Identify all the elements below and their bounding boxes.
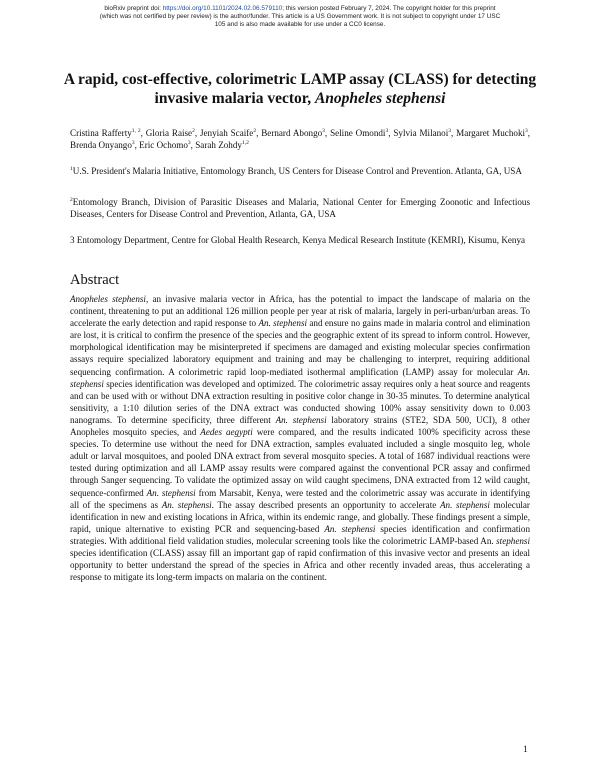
author: Sarah Zohdy$^{1,2}$ bbox=[195, 140, 249, 151]
paper-title bbox=[60, 70, 540, 108]
page-number: 1 bbox=[523, 745, 528, 755]
author: Gloria Raise$^2$ bbox=[145, 127, 195, 138]
author: Eric Ochomo$^3$ bbox=[139, 140, 191, 151]
preprint-line-1: bioRxiv preprint doi: https://doi.org/10.1101/2024.02.06.579110; this version posted February 7, 2024. The copyright holder for this preprint bbox=[104, 5, 496, 12]
preprint-notice bbox=[40, 5, 560, 29]
affiliation-3: 3 Entomology Department, Centre for Global Health Research, Kenya Medical Research Institute (KEMRI), Kisumu, Kenya bbox=[70, 235, 526, 245]
author: Cristina Rafferty$^{1, 2}$ bbox=[70, 127, 141, 138]
author-list: Cristina Rafferty$^{1, 2}$, Gloria Raise$^2$, Jenyiah Scaife$^2$, Bernard Abongo$^3$, Seline Omondi$^3$, Sylvia Milanoi$^3$, Margaret Muchoki$^3$, Brenda Onyango$^3$, Eric Ochomo$^3$, Sarah Zohdy$^{1,2}$ bbox=[70, 127, 531, 151]
abstract-heading: Abstract bbox=[70, 272, 120, 288]
author: Margaret Muchoki$^3$ bbox=[456, 127, 528, 138]
author: Seline Omondi$^3$ bbox=[330, 127, 389, 138]
doi-link[interactable]: https://doi.org/10.1101/2024.02.06.579110 bbox=[162, 5, 283, 12]
author: Bernard Abongo$^3$ bbox=[261, 127, 325, 138]
preprint-line-2: (which was not certified by peer review) is the author/funder. This article is a US Government work. It is not subject to copyright under 17 USC bbox=[99, 13, 501, 20]
author: Jenyiah Scaife$^2$ bbox=[199, 127, 257, 138]
affiliation-2: $^2$Entomology Branch, Division of Parasitic Diseases and Malaria, National Center for Emerging Zoonotic and Infectious Diseases, Centers for Disease Control and Prevention, Atlanta, GA, USA bbox=[70, 196, 530, 220]
abstract-text: Anopheles stephensi, an invasive malaria vector in Africa, has the potential to impact the landscape of malaria on the continent, threatening to put an additional 126 million people per year at risk of malaria, largely in peri-urban/urban areas. To accelerate the early detection and rapid response to An. stephensi and ensure no gains made in malaria control and elimination are lost, it is critical to confirm the presence of the species and the geographic extent of its spread to inform control. However, morphological identification may be misinterpreted if specimens are damaged and existing molecular species confirmation assays require specialized laboratory equipment and training and may be challenging to interpret, requiring additional sequencing confirmation. A colorimetric rapid loop-mediated isothermal amplification (LAMP) assay for molecular An. stephensi species identification was developed and optimized. The colorimetric assay requires only a heat source and reagents and can be used with or without DNA extraction resulting in positive color change in 30-35 minutes. To determine analytical sensitivity, a 1:10 dilution series of the DNA extract was conducted showing 100% assay sensitivity down to 0.003 nanograms. To determine specificity, three different An. stephensi laboratory strains (STE2, SDA 500, UCI), 8 other Anopheles mosquito species, and Aedes aegypti were compared, and the results indicated 100% specificity across these species. To determine use without the need for DNA extraction, samples evaluated included a single mosquito leg, whole adult or larval mosquitoes, and pooled DNA extract from several mosquito species. A total of 1687 individual reactions were tested during optimization and all LAMP assay results were compared against the conventional PCR assay and confirmed through Sanger sequencing. To validate the optimized assay on wild caught specimens, DNA extracted from 12 wild caught, sequence-confirmed An. stephensi from Marsabit, Kenya, were tested and the colorimetric assay was accurate in identifying all of the specimens as An. stephensi. The assay described presents an opportunity to accelerate An. stephensi molecular identification in new and existing locations in Africa, within its endemic range, and globally. These findings present a simple, rapid, unique alternative to existing PCR and sequencing-based An. stephensi species identification and confirmation strategies. With additional field validation studies, molecular screening tools like the colorimetric LAMP-based An. stephensi species identification (CLASS) assay fill an important gap of rapid confirmation of this invasive vector and presents an ideal opportunity to better understand the spread of the species in Africa and other recently invaded areas, thus accelerating a response to mitigate its long-term impacts on malaria on the continent. bbox=[70, 294, 531, 583]
author: Brenda Onyango$^3$ bbox=[70, 140, 135, 151]
author: Sylvia Milanoi$^3$ bbox=[393, 127, 452, 138]
title-species: Anopheles stephensi bbox=[314, 90, 446, 107]
preprint-line-3: 105 and is also made available for use under a CC0 license. bbox=[214, 21, 386, 28]
title-main: A rapid, cost-effective, colorimetric LAMP assay (CLASS) for detecting invasive malaria vector, bbox=[63, 71, 537, 107]
affiliation-1: $^1$U.S. President's Malaria Initiative, Entomology Branch, US Centers for Disease Control and Prevention. Atlanta, GA, USA bbox=[70, 165, 522, 176]
